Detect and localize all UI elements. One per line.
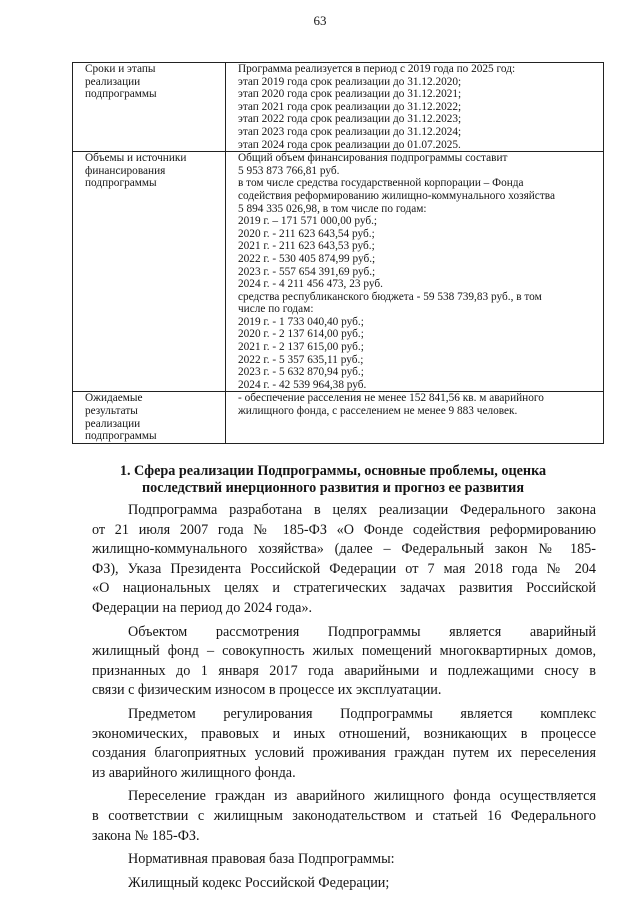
row-value-line: этап 2019 года срок реализации до 31.12.2020; — [238, 75, 462, 88]
paragraph-line: «О национальных целях и стратегических задачах развития Российской — [92, 580, 596, 597]
paragraph — [92, 874, 596, 894]
row-label-cell — [73, 63, 226, 152]
paragraph-line: Жилищный кодекс Российской Федерации; — [128, 874, 390, 891]
paragraph-line: ФЗ), Указа Президента Российской Федерации от 7 мая 2018 года № 204 — [92, 560, 596, 577]
section-heading-line: последствий инерционного развития и прогноз ее развития — [142, 480, 524, 496]
row-label-line: подпрограммы — [85, 177, 157, 190]
row-label-line: Ожидаемые — [85, 392, 143, 405]
row-value-line: жилищного фонда, с расселением не менее 9 883 человек. — [238, 405, 518, 418]
row-value-line: 2019 г. - 1 733 040,40 руб.; — [238, 315, 364, 328]
row-label-line: результаты — [85, 405, 138, 418]
paragraph — [92, 705, 596, 783]
row-value-line: 5 953 873 766,81 руб. — [238, 164, 340, 177]
row-value-line: 2021 г. - 211 623 643,53 руб.; — [238, 240, 375, 253]
paragraph-line: от 21 июля 2007 года № 185-ФЗ «О Фонде содействия реформированию — [92, 521, 596, 538]
row-label-line: финансирования — [85, 164, 166, 177]
table-row — [73, 152, 604, 392]
paragraph-line: Нормативная правовая база Подпрограммы: — [128, 851, 395, 868]
section-heading-line: 1. Сфера реализации Подпрограммы, основные проблемы, оценка — [119, 463, 547, 479]
paragraph-line: закона № 185-ФЗ. — [92, 827, 200, 844]
row-label-line: подпрограммы — [85, 430, 157, 443]
passport-table — [72, 62, 604, 444]
row-value-line: - обеспечение расселения не менее 152 841,56 кв. м аварийного — [238, 392, 544, 405]
row-value-line: 2021 г. - 2 137 615,00 руб.; — [238, 341, 364, 354]
row-value-line: 2023 г. - 557 654 391,69 руб.; — [238, 265, 376, 278]
paragraph-line: Предметом регулирования Подпрограммы является комплекс — [128, 705, 596, 722]
paragraph-line: Федерации на период до 2024 года». — [92, 599, 313, 616]
row-label-cell — [73, 152, 226, 392]
paragraph — [92, 501, 596, 619]
paragraph-line: Подпрограмма разработана в целях реализации Федерального закона — [128, 502, 596, 518]
row-label-line: реализации — [85, 417, 141, 430]
row-value-line: 2022 г. - 530 405 874,99 руб.; — [238, 252, 376, 265]
row-label-line: реализации — [85, 75, 141, 88]
row-value-line: 5 894 335 026,98, в том числе по годам: — [238, 202, 427, 215]
row-value-line: этап 2024 года срок реализации до 01.07.2025. — [238, 138, 461, 151]
row-value-line: средства республиканского бюджета - 59 538 739,83 руб., в том — [238, 290, 542, 303]
paragraph-line: признанных до 1 января 2017 года аварийными и подлежащими сносу в — [92, 662, 596, 679]
paragraph-line: создания благоприятных условий проживания граждан путем их переселения — [92, 745, 596, 762]
row-label-line: Сроки и этапы — [85, 63, 156, 75]
row-value-line: этап 2023 года срок реализации до 31.12.2024; — [238, 125, 462, 138]
paragraph — [92, 787, 596, 846]
row-value-line: содействия реформированию жилищно-коммунального хозяйства — [238, 189, 555, 202]
row-value-line: этап 2021 года срок реализации до 31.12.2022; — [238, 100, 462, 113]
row-value-line: 2022 г. - 5 357 635,11 руб.; — [238, 353, 364, 366]
paragraph-line: Переселение граждан из аварийного жилищного фонда осуществляется — [128, 788, 596, 805]
row-value-line: Программа реализуется в период с 2019 года по 2025 год: — [238, 63, 516, 75]
row-value-line: в том числе средства государственной корпорации – Фонда — [238, 177, 524, 190]
paragraph-line: экономических, правовых и иных отношений, возникающих в процессе — [92, 725, 596, 742]
body-text — [92, 501, 596, 897]
row-value-line: 2024 г. - 42 539 964,38 руб. — [238, 378, 367, 391]
row-value-line: 2020 г. - 2 137 614,00 руб.; — [238, 328, 364, 341]
paragraph-line: Объектом рассмотрения Подпрограммы является аварийный — [128, 623, 596, 640]
section-heading — [95, 463, 571, 497]
table-row — [73, 392, 604, 443]
row-value-line: 2023 г. - 5 632 870,94 руб.; — [238, 366, 364, 379]
paragraph-line: жилищный фонд – совокупность жилых помещений многоквартирных домов, — [92, 643, 596, 660]
table-row — [73, 63, 604, 152]
row-value-line: числе по годам: — [238, 303, 314, 316]
row-value-cell — [226, 152, 604, 392]
row-value-line: этап 2020 года срок реализации до 31.12.2021; — [238, 88, 462, 101]
paragraph-line: в соответствии с жилищным законодательством и статьей 16 Федерального — [92, 807, 596, 824]
row-value-cell — [226, 392, 604, 443]
row-value-line: Общий объем финансирования подпрограммы составит — [238, 152, 508, 165]
paragraph-line: связи с физическим износом в процессе их эксплуатации. — [92, 682, 442, 699]
row-value-line: 2024 г. - 4 211 456 473, 23 руб. — [238, 278, 383, 291]
page-number: 63 — [313, 13, 327, 28]
row-label-line: подпрограммы — [85, 88, 157, 101]
row-value-line: этап 2022 года срок реализации до 31.12.2023; — [238, 113, 462, 126]
row-value-line: 2020 г. - 211 623 643,54 руб.; — [238, 227, 375, 240]
paragraph-line: жилищно-коммунального хозяйства» (далее – Федеральный закон № 185- — [92, 541, 596, 558]
paragraph-line: из аварийного жилищного фонда. — [92, 764, 296, 781]
row-value-line: 2019 г. – 171 571 000,00 руб.; — [238, 215, 378, 228]
row-label-line: Объемы и источники — [85, 152, 187, 165]
paragraph — [92, 850, 596, 870]
row-value-cell — [226, 63, 604, 152]
row-label-cell — [73, 392, 226, 443]
paragraph — [92, 623, 596, 701]
